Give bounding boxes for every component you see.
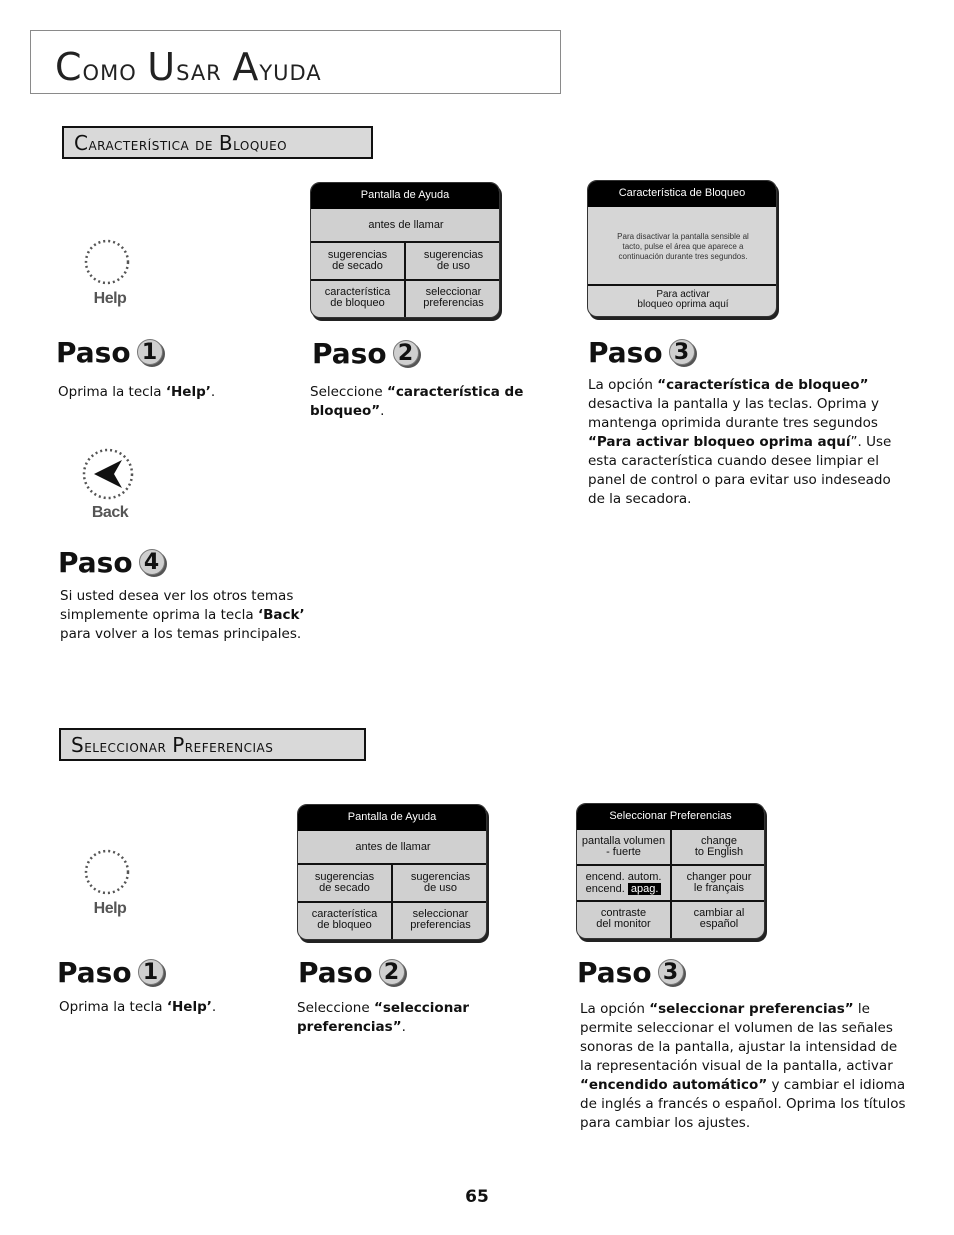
text: La opción [580,1001,650,1017]
step-3-description [580,1000,910,1133]
prefs-on-label: encend. [585,882,625,895]
step-3-label [588,336,695,370]
step-word: Paso [56,336,131,369]
help-screen-caracteristica-bloqueo[interactable]: característica de bloqueo [324,286,391,309]
prefs-english-option[interactable]: change to English [694,835,744,858]
text: Seleccione [297,1000,374,1016]
step-1-label [56,336,163,370]
text: . [401,1019,406,1035]
step-number-badge: 2 [379,959,405,985]
step-3-label [577,956,684,990]
section-heading-preferencias [59,728,366,761]
help-screen-antes-de-llamar[interactable]: antes de llamar [355,840,431,853]
text: . [211,999,217,1015]
page-title-part: U [147,45,177,89]
text: Si usted desea ver los otros temas simplemente oprima la tecla [60,588,294,623]
help-screen-sugerencias-secado[interactable]: sugerencias de secado [327,249,388,272]
text-bold: ‘Back’ [257,607,305,623]
help-key-label: Help [93,290,127,307]
help-screen-seleccionar-preferencias[interactable]: seleccionar preferencias [423,286,484,309]
text-bold: “encendido automático” [580,1077,768,1093]
text: y cambiar el idioma de inglés a francés o español. Oprima los títulos para cambiar los ajustes. [580,1077,906,1131]
step-word: Paso [57,956,132,989]
step-1-label [57,956,164,990]
step-2-description [297,999,512,1037]
help-screen-title: Pantalla de Ayuda [298,805,486,831]
text-bold: “Para activar bloqueo oprima aquí [588,434,851,450]
step-word: Paso [58,546,133,579]
step-word: Paso [298,956,373,989]
help-screen-sugerencias-secado[interactable]: sugerencias de secado [314,871,375,894]
help-screen-antes-de-llamar[interactable]: antes de llamar [368,218,444,231]
step-2-label [312,337,419,371]
help-key-label: Help [93,900,127,917]
heading-part: B [218,131,234,155]
step-number-badge: 3 [669,339,695,365]
help-key-icon [80,238,160,328]
text: desactiva la pantalla y las teclas. Oprima y mantenga oprimida durante tres segundos [588,396,880,431]
step-number-badge: 1 [138,959,164,985]
page-title-box [30,30,561,94]
prefs-off-badge: apag. [628,883,662,895]
step-number-badge: 1 [137,339,163,365]
page-number: 65 [465,1187,489,1207]
step-3-description [588,376,903,509]
page-title-part: C [55,45,83,89]
page-title-part: yuda [259,53,322,88]
prefs-spanish-option[interactable]: cambiar al español [693,907,745,930]
help-key-icon [80,848,160,938]
back-arrow-icon [80,446,140,504]
lock-screen-activate-button[interactable]: Para activar bloqueo oprima aquí [637,289,729,310]
lock-screen-display [587,180,777,317]
step-1-description [58,383,278,402]
help-screen-display [297,804,487,940]
back-key-icon [80,446,160,536]
text: Oprima la tecla [58,384,166,400]
preferences-screen-display [576,803,765,939]
help-screen-title: Pantalla de Ayuda [311,183,499,209]
page-title [55,45,322,89]
text-bold: “seleccionar preferencias” [297,1000,470,1035]
text-bold: “característica de bloqueo” [310,384,524,419]
help-screen-display [310,182,500,318]
step-word: Paso [588,336,663,369]
step-2-label [298,956,405,990]
heading-part: P [172,733,185,757]
step-word: Paso [312,337,387,370]
text: La opción [588,377,658,393]
page-title-part: sar [176,53,233,88]
text-bold: ‘Help’ [166,999,212,1015]
page-title-part: A [232,45,260,89]
help-screen-sugerencias-uso[interactable]: sugerencias de uso [410,871,471,894]
step-number-badge: 2 [393,340,419,366]
text: le permite seleccionar el volumen de las señales sonoras de la pantalla, ajustar la intensidad de la representación visual de la pantalla, activar [580,1001,898,1074]
heading-part: eleccionar [84,737,173,757]
text-bold: ‘Help’ [165,384,211,400]
lock-screen-message: Para disactivar la pantalla sensible al tacto, pulse el área que aparece a continuación durante tres segundos. [617,232,749,261]
text: Oprima la tecla [59,999,167,1015]
step-4-label [58,546,165,580]
back-key-label: Back [91,504,129,521]
help-screen-caracteristica-bloqueo[interactable]: característica de bloqueo [311,908,378,931]
help-screen-sugerencias-uso[interactable]: sugerencias de uso [423,249,484,272]
heading-part: aracterística de [88,135,219,155]
step-number-badge: 4 [139,549,165,575]
prefs-auto-on-label: encend. autom. [585,870,662,883]
step-4-description [60,587,305,644]
prefs-screen-title: Seleccionar Preferencias [577,804,764,830]
text: . [210,384,216,400]
help-circle-icon [80,238,140,290]
text-bold: “característica de bloqueo” [657,377,869,393]
help-screen-seleccionar-preferencias[interactable]: seleccionar preferencias [410,908,471,931]
prefs-auto-on-toggle [586,884,662,895]
prefs-french-option[interactable]: changer pour le français [686,871,752,894]
step-2-description [310,383,540,421]
prefs-volume-option[interactable]: pantalla volumen - fuerte [581,835,666,858]
step-number-badge: 3 [658,959,684,985]
text-bold: “seleccionar preferencias” [649,1001,854,1017]
section-heading-bloqueo [62,126,373,159]
heading-part: C [74,131,89,155]
lock-screen-title: Característica de Bloqueo [588,181,776,207]
prefs-contrast-option[interactable]: contraste del monitor [596,907,651,930]
heading-part: referencias [184,737,274,757]
heading-part: S [71,733,85,757]
step-word: Paso [577,956,652,989]
page-title-part: omo [82,53,148,88]
help-circle-icon [80,848,140,900]
heading-part: loqueo [233,135,288,155]
text: para volver a los temas principales. [60,626,302,642]
text: . [380,403,385,419]
prefs-auto-on-option[interactable] [577,866,670,900]
step-1-description [59,998,279,1017]
text: Seleccione [310,384,387,400]
text: ”. Use esta característica cuando desee limpiar el panel de control o para evitar uso indeseado de la secadora. [588,434,892,507]
